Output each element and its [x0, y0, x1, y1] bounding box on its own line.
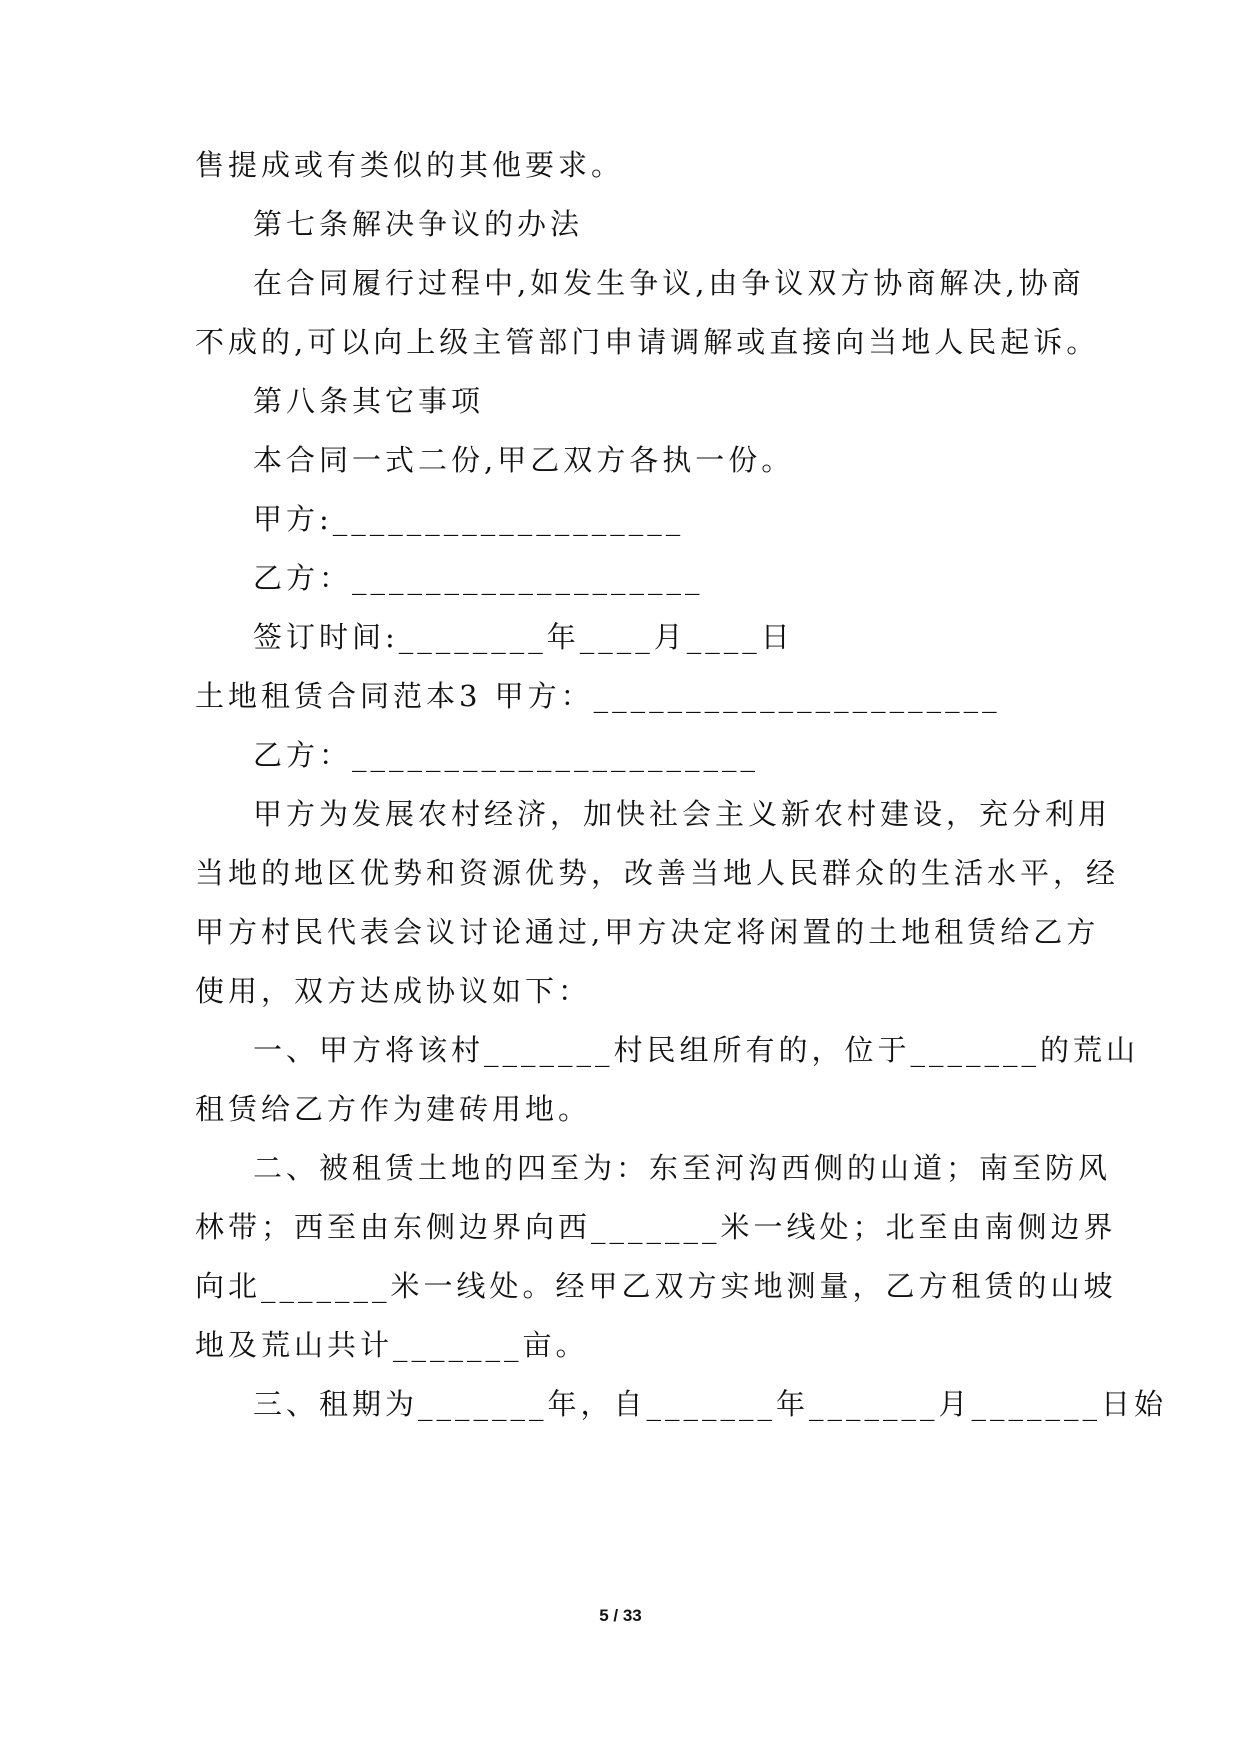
- text-line: 使用，双方达成协议如下：: [195, 974, 592, 1008]
- text-line: 租赁给乙方作为建砖用地。: [195, 1092, 592, 1126]
- text-line: 在合同履行过程中,如发生争议,由争议双方协商解决,协商: [253, 266, 1085, 300]
- text-line: 地及荒山共计_______亩。: [195, 1328, 589, 1362]
- text-line: 当地的地区优势和资源优势，改善当地人民群众的生活水平，经: [195, 856, 1120, 890]
- text-line: 三、租期为_______年，自_______年_______月_______日始: [253, 1387, 1168, 1421]
- text-line: 本合同一式二份,甲乙双方各执一份。: [253, 443, 795, 477]
- signing-date-line: 签订时间:________年____月____日: [253, 620, 794, 654]
- text-line: 林带；西至由东侧边界向西_______米一线处；北至由南侧边界: [195, 1210, 1117, 1244]
- contract-title-line: 土地租赁合同范本3 甲方：______________________: [195, 679, 1001, 713]
- text-line: 甲方为发展农村经济，加快社会主义新农村建设，充分利用: [253, 797, 1112, 831]
- text-line: 向北_______米一线处。经甲乙双方实地测量，乙方租赁的山坡: [195, 1269, 1117, 1303]
- page-number: 5 / 33: [599, 1606, 642, 1625]
- text-line: 不成的,可以向上级主管部门申请调解或直接向当地人民起诉。: [195, 325, 1100, 359]
- text-line: 甲方村民代表会议讨论通过,甲方决定将闲置的土地租赁给乙方: [195, 915, 1100, 949]
- section-heading: 第八条其它事项: [253, 384, 485, 418]
- text-line: 一、甲方将该村_______村民组所有的，位于_______的荒山: [253, 1033, 1140, 1067]
- text-line: 二、被租赁土地的四至为：东至河沟西侧的山道；南至防风: [253, 1151, 1112, 1185]
- party-b-line: 乙方：______________________: [253, 738, 760, 772]
- party-b-signature-line: 乙方：___________________: [253, 561, 704, 595]
- section-heading: 第七条解决争议的办法: [253, 207, 584, 241]
- text-line: 售提成或有类似的其他要求。: [195, 148, 625, 182]
- party-a-signature-line: 甲方:___________________: [253, 502, 685, 536]
